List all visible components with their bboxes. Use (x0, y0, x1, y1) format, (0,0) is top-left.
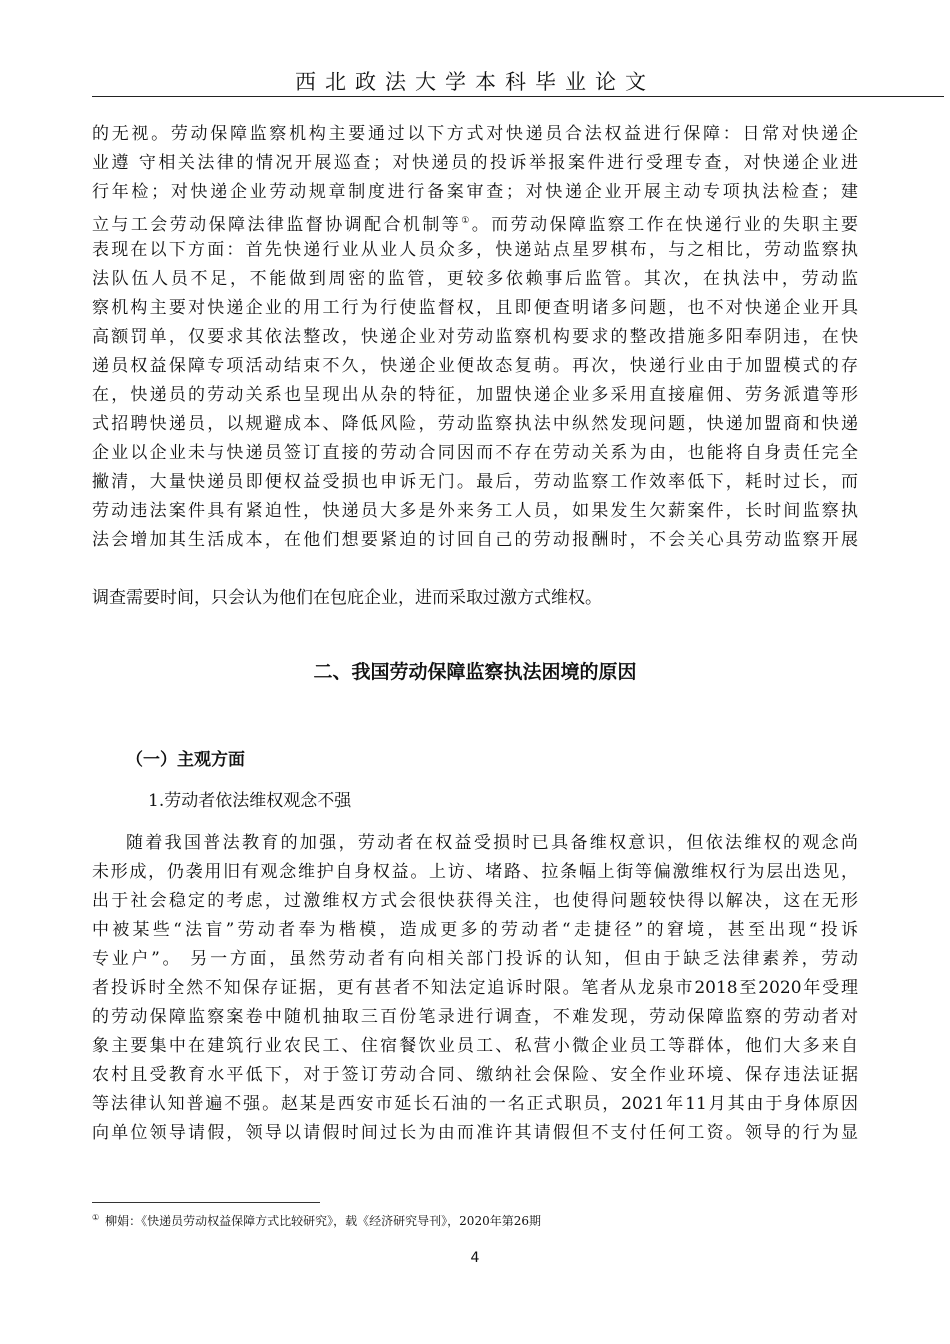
paragraph-line: 撇清，大量快递员即便权益受损也申诉无门。最后，劳动监察工作效率低下，耗时过长，而 (92, 472, 858, 492)
header-rule (92, 96, 944, 97)
paragraph-line: 出于社会稳定的考虑，过激维权方式会很快获得关注，也使得问题较快得以解决，这在无形 (92, 891, 858, 911)
paragraph-line: 法队伍人员不足，不能做到周密的监管，更较多依赖事后监管。其次，在执法中，劳动监 (92, 269, 858, 289)
paragraph-line: 业遵 守相关法律的情况开展巡查；对快递员的投诉举报案件进行受理专查，对快递企业进 (92, 153, 858, 173)
paragraph-text: 。而劳动保障监察工作在快递行业的失职主要 (471, 215, 859, 235)
footnote-reference[interactable]: ① (461, 216, 472, 226)
paragraph-line: 行年检；对快递企业劳动规章制度进行备案审查；对快递企业开展主动专项执法检查；建 (92, 182, 858, 202)
paragraph-line: 表现在以下方面：首先快递行业从业人员众多，快递站点星罗棋布，与之相比，劳动监察执 (92, 240, 858, 260)
page-header: 西北政法大学本科毕业论文 (295, 70, 655, 94)
paragraph-line: 法会增加其生活成本，在他们想要紧迫的讨回自己的劳动报酬时，不会关心具劳动监察开展 (92, 530, 858, 550)
paragraph-line: 式招聘快递员，以规避成本、降低风险，劳动监察执法中纵然发现问题，快递加盟商和快递 (92, 414, 858, 434)
footnote-mark: ① (92, 1213, 100, 1222)
paragraph-line: 等法律认知普遍不强。赵某是西安市延长石油的一名正式职员，2021年11月其由于身体原因 (92, 1094, 858, 1114)
paragraph-line: 者投诉时全然不知保存证据，更有甚者不知法定追诉时限。笔者从龙泉市2018至2020年受理 (92, 978, 858, 998)
paragraph-line: 劳动违法案件具有紧迫性，快递员大多是外来务工人员，如果发生欠薪案件，长时间监察执 (92, 501, 858, 521)
paragraph-line: 调查需要时间，只会认为他们在包庇企业，进而采取过激方式维权。 (92, 588, 602, 608)
footnote-divider (92, 1202, 320, 1203)
paragraph-text: 立与工会劳动保障法律监督协调配合机制等 (92, 215, 462, 235)
subsubsection-heading: 1.劳动者依法维权观念不强 (148, 791, 352, 811)
paragraph-line: 递员权益保障专项活动结束不久，快递企业便故态复萌。再次，快递行业由于加盟模式的存 (92, 356, 858, 376)
page-number: 4 (470, 1250, 480, 1266)
paragraph-line: 在，快递员的劳动关系也呈现出从杂的特征，加盟快递企业多采用直接雇佣、劳务派遣等形 (92, 385, 858, 405)
paragraph-line: 的无视。劳动保障监察机构主要通过以下方式对快递员合法权益进行保障：日常对快递企 (92, 124, 858, 144)
section-heading: 二、我国劳动保障监察执法困境的原因 (313, 661, 637, 683)
paragraph-line: 企业以企业未与快递员签订直接的劳动合同因而不存在劳动关系为由，也能将自身责任完全 (92, 443, 858, 463)
paragraph-line: 的劳动保障监察案卷中随机抽取三百份笔录进行调查，不难发现，劳动保障监察的劳动者对 (92, 1007, 858, 1027)
paragraph-line: 随着我国普法教育的加强，劳动者在权益受损时已具备维权意识，但依法维权的观念尚 (126, 833, 858, 853)
subsection-heading: （一）主观方面 (126, 750, 245, 770)
paragraph-line: 专业户”。 另一方面，虽然劳动者有向相关部门投诉的认知，但由于缺乏法律素养，劳动 (92, 949, 858, 969)
paragraph-line: 农村且受教育水平低下，对于签订劳动合同、缴纳社会保险、安全作业环境、保存违法证据 (92, 1065, 858, 1085)
paragraph-line: 未形成，仍袭用旧有观念维护自身权益。上访、堵路、拉条幅上街等偏激维权行为层出迭见， (92, 862, 858, 882)
footnote (92, 1212, 541, 1229)
footnote-text: 柳娟：《快递员劳动权益保障方式比较研究》，载《经济研究导刊》，2020年第26期 (105, 1214, 541, 1228)
paragraph-line: 象主要集中在建筑行业农民工、住宿餐饮业员工、私营小微企业员工等群体，他们大多来自 (92, 1036, 858, 1056)
paragraph-line: 高额罚单，仅要求其依法整改，快递企业对劳动监察机构要求的整改措施多阳奉阴违，在快 (92, 327, 858, 347)
paragraph-line: 向单位领导请假，领导以请假时间过长为由而准许其请假但不支付任何工资。领导的行为显 (92, 1123, 858, 1143)
paragraph-line: 中被某些“法盲”劳动者奉为楷模，造成更多的劳动者“走捷径”的窘境，甚至出现“投诉 (92, 920, 858, 940)
paragraph-line: 察机构主要对快递企业的用工行为行使监督权，且即便查明诸多问题，也不对快递企业开具 (92, 298, 858, 318)
